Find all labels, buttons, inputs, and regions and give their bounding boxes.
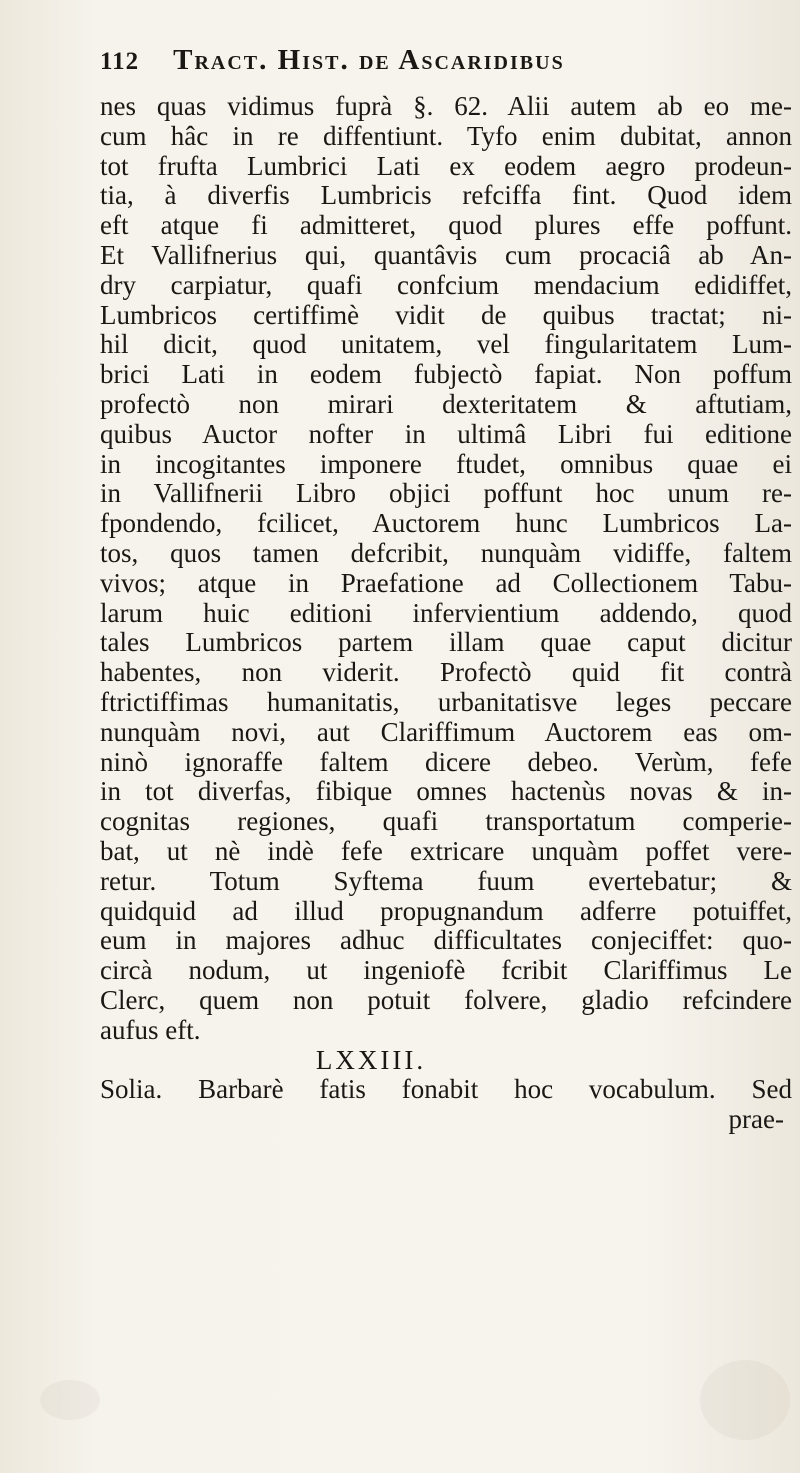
text-line: in tot diverfas, fibique omnes hactenùs novas & in- xyxy=(100,777,792,807)
paper-stain xyxy=(700,1360,790,1440)
text-line: tia, à diverfis Lumbricis refciffa fint. Quod idem xyxy=(100,181,792,211)
text-line: Et Vallifnerius qui, quantâvis cum procaciâ ab An- xyxy=(100,240,792,270)
text-line: ftrictiffimas humanitatis, urbanitatisve leges peccare xyxy=(100,687,792,717)
text-line: hil dicit, quod unitatem, vel fingularitatem Lum- xyxy=(100,330,792,360)
text-line: in incogitantes imponere ftudet, omnibus quae ei xyxy=(100,449,792,479)
paper-stain xyxy=(40,1380,100,1420)
text-line: quidquid ad illud propugnandum adferre potuiffet, xyxy=(100,896,792,926)
text-line: cognitas regiones, quafi transportatum comperie- xyxy=(100,807,792,837)
page-number: 112 xyxy=(100,48,140,75)
text-line: Lumbricos certiffimè vidit de quibus tractat; ni- xyxy=(100,300,792,330)
text-line: tot frufta Lumbrici Lati ex eodem aegro prodeun- xyxy=(100,151,792,181)
text-line: cum hâc in re diffentiunt. Tyfo enim dubitat, annon xyxy=(100,121,792,151)
text-line: larum huic editioni infervientium addendo, quod xyxy=(100,598,792,628)
text-line: aufus eft. xyxy=(100,1015,201,1045)
catchword: prae- xyxy=(728,1105,784,1135)
text-line: tales Lumbricos partem illam quae caput dicitur xyxy=(100,628,792,658)
text-line: habentes, non viderit. Profectò quid fit contrà xyxy=(100,658,792,688)
text-line: nes quas vidimus fuprà §. 62. Alii autem ab eo me- xyxy=(100,92,792,121)
text-line: bat, ut nè indè fefe extricare unquàm poffet vere- xyxy=(100,836,792,866)
text-line: eft atque fi admitteret, quod plures effe poffunt. xyxy=(100,211,792,241)
text-line: dry carpiatur, quafi confcium mendacium edidiffet, xyxy=(100,270,792,300)
section-heading: LXXIII. xyxy=(315,1045,427,1075)
text-block xyxy=(100,92,792,1135)
text-line: in Vallifnerii Libro objici poffunt hoc unum re- xyxy=(100,479,792,509)
text-line: eum in majores adhuc difficultates conjeciffet: quo- xyxy=(100,926,792,956)
text-line: tos, quos tamen defcribit, nunquàm vidiffe, faltem xyxy=(100,538,792,568)
text-line: quibus Auctor nofter in ultimâ Libri fui editione xyxy=(100,419,792,449)
text-line: Solia. Barbarè fatis fonabit hoc vocabulum. Sed xyxy=(100,1075,792,1105)
text-line: nunquàm novi, aut Clariffimum Auctorem eas om- xyxy=(100,717,792,747)
running-header xyxy=(100,44,790,88)
text-line: circà nodum, ut ingeniofè fcribit Clariffimus Le xyxy=(100,956,792,986)
text-line: brici Lati in eodem fubjectò fapiat. Non poffum xyxy=(100,360,792,390)
text-line: vivos; atque in Praefatione ad Collectionem Tabu- xyxy=(100,568,792,598)
text-line: retur. Totum Syftema fuum evertebatur; & xyxy=(100,866,792,896)
text-line: profectò non mirari dexteritatem & aftutiam, xyxy=(100,389,792,419)
text-line: fpondendo, fcilicet, Auctorem hunc Lumbricos La- xyxy=(100,509,792,539)
text-line: ninò ignoraffe faltem dicere debeo. Verùm, fefe xyxy=(100,747,792,777)
running-title: Tract. Hist. de Ascaridibus xyxy=(173,44,565,76)
text-line: Clerc, quem non potuit folvere, gladio refcindere xyxy=(100,985,792,1015)
